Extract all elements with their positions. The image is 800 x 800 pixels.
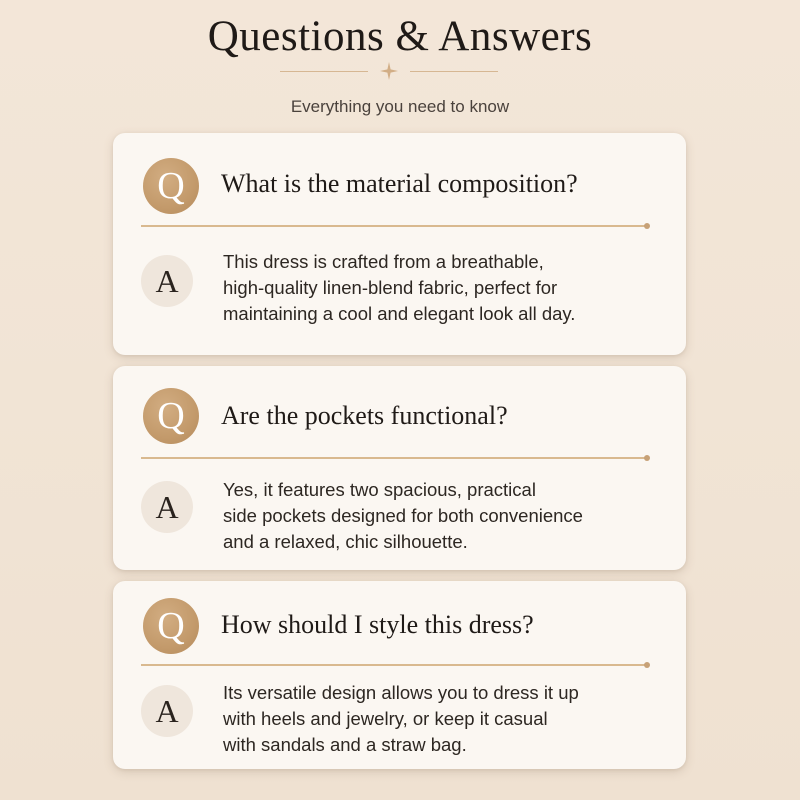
question-badge: Q (143, 598, 199, 654)
answer-line: Yes, it features two spacious, practical (223, 479, 536, 500)
answer-line: maintaining a cool and elegant look all day. (223, 303, 576, 324)
divider-dot (644, 662, 650, 668)
answer-line: Its versatile design allows you to dress it up (223, 682, 579, 703)
question-badge: Q (143, 388, 199, 444)
divider-line-right (410, 71, 498, 72)
answer-badge: A (141, 685, 193, 737)
answer-badge: A (141, 481, 193, 533)
divider-dot (644, 223, 650, 229)
answer-line: side pockets designed for both convenience (223, 505, 583, 526)
question-text: How should I style this dress? (221, 610, 534, 639)
question-divider (141, 457, 647, 459)
answer-text (223, 680, 663, 758)
answer-line: high-quality linen-blend fabric, perfect for (223, 277, 558, 298)
faq-card[interactable] (113, 366, 686, 570)
answer-line: and a relaxed, chic silhouette. (223, 531, 468, 552)
title-divider (0, 62, 800, 82)
page-title: Questions & Answers (207, 13, 593, 60)
answer-line: with heels and jewelry, or keep it casual (223, 708, 548, 729)
answer-line: with sandals and a straw bag. (223, 734, 467, 755)
answer-line: This dress is crafted from a breathable, (223, 251, 544, 272)
answer-text (223, 477, 663, 555)
answer-text (223, 249, 663, 327)
answer-badge: A (141, 255, 193, 307)
sparkle-icon (380, 62, 398, 80)
page-subtitle: Everything you need to know (290, 97, 510, 116)
question-text: Are the pockets functional? (221, 401, 508, 430)
faq-card[interactable] (113, 133, 686, 355)
question-text: What is the material composition? (221, 169, 578, 198)
faq-card[interactable] (113, 581, 686, 769)
question-divider (141, 664, 647, 666)
question-divider (141, 225, 647, 227)
divider-line-left (280, 71, 368, 72)
question-badge: Q (143, 158, 199, 214)
divider-dot (644, 455, 650, 461)
